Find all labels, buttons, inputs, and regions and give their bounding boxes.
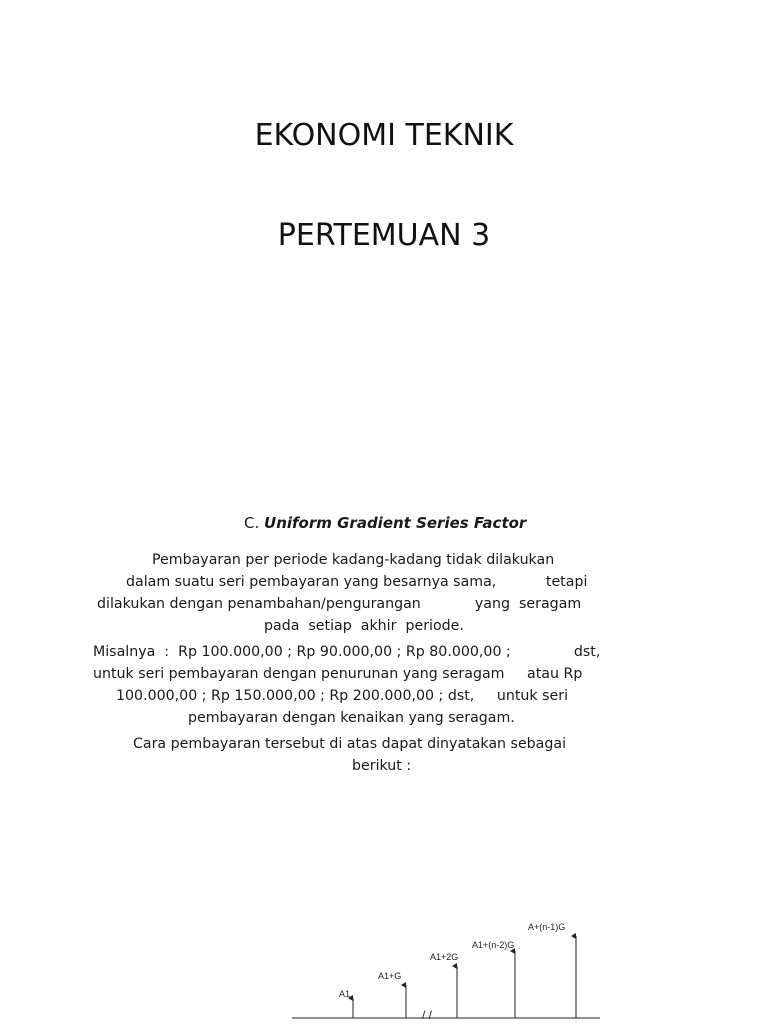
paragraph2-line: 100.000,00 ; Rp 150.000,00 ; Rp 200.000,00 ; dst, untuk seri — [116, 688, 569, 704]
paragraph2-line: Misalnya : Rp 100.000,00 ; Rp 90.000,00 ; Rp 80.000,00 ; dst, — [93, 644, 601, 660]
paragraph2-line: untuk seri pembayaran dengan penurunan yang seragam atau Rp — [93, 666, 583, 682]
axis-break-mark: / / — [422, 1008, 433, 1022]
document-subtitle: PERTEMUAN 3 — [277, 218, 491, 253]
paragraph2-line: pembayaran dengan kenaikan yang seragam. — [188, 710, 515, 726]
document-title: EKONOMI TEKNIK — [254, 118, 514, 153]
paragraph1-line: dalam suatu seri pembayaran yang besarnya sama, tetapi — [126, 574, 588, 590]
label-a1-2g: A1+2G — [430, 952, 459, 962]
section-title: Uniform Gradient Series Factor — [264, 514, 527, 532]
label-a-n1g: A+(n-1)G — [528, 922, 566, 932]
paragraph3-line: berikut : — [352, 758, 412, 774]
paragraph1-line: Pembayaran per periode kadang-kadang tidak dilakukan — [152, 552, 555, 568]
paragraph1-line: pada setiap akhir periode. — [264, 618, 464, 634]
paragraph3-line: Cara pembayaran tersebut di atas dapat dinyatakan sebagai — [133, 736, 567, 752]
label-a1-n2g: A1+(n-2)G — [472, 940, 515, 950]
label-a1-g: A1+G — [378, 971, 402, 981]
paragraph1-line: dilakukan dengan penambahan/pengurangan yang seragam — [97, 596, 582, 612]
section-prefix: C. — [244, 514, 260, 532]
section-heading — [244, 514, 526, 532]
label-a1: A1 — [339, 989, 351, 999]
